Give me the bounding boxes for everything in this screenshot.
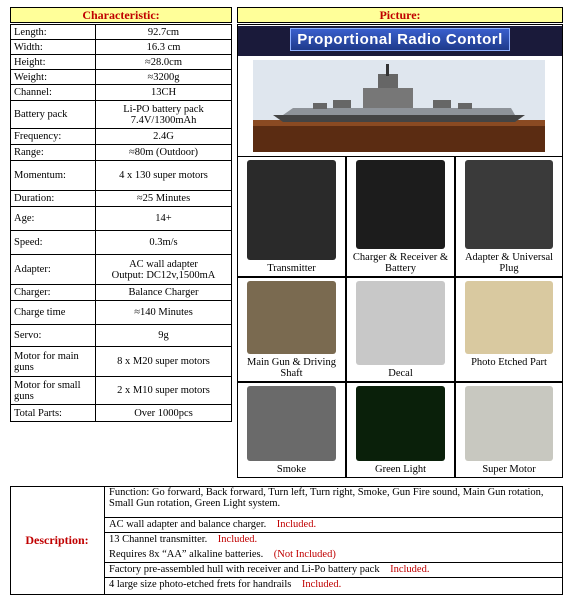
picture-caption: Photo Etched Part: [471, 357, 547, 368]
picture-caption: Super Motor: [482, 464, 536, 475]
spec-value: AC wall adapter Output: DC12v,1500mA: [96, 255, 232, 285]
charger-receiver-battery-image: [356, 160, 445, 249]
spec-key: Motor for main guns: [11, 347, 96, 377]
spec-key: Age:: [11, 207, 96, 231]
spec-key: Adapter:: [11, 255, 96, 285]
spec-row: [11, 55, 232, 70]
description-text: AC wall adapter and balance charger.: [109, 519, 267, 530]
spec-value: 8 x M20 super motors: [96, 347, 232, 377]
spec-row: [11, 101, 232, 129]
decal-image: [356, 281, 445, 365]
spec-key: Speed:: [11, 231, 96, 255]
spec-key: Frequency:: [11, 129, 96, 145]
description-row: [105, 518, 563, 533]
spec-row: [11, 85, 232, 101]
spec-key: Motor for small guns: [11, 377, 96, 405]
spec-row: [11, 207, 232, 231]
spec-row: [11, 347, 232, 377]
description-label-cell: [10, 486, 105, 595]
included-status: Included.: [207, 534, 258, 545]
description-row: [105, 548, 563, 563]
description-row: [105, 563, 563, 578]
picture-caption: Transmitter: [267, 263, 316, 274]
spec-value: ≈25 Minutes: [96, 191, 232, 207]
spec-value: 9g: [96, 325, 232, 347]
spec-value: ≈140 Minutes: [96, 301, 232, 325]
spec-value: Over 1000pcs: [96, 405, 232, 422]
picture-caption: Smoke: [276, 464, 307, 475]
battleship-image: [253, 60, 545, 152]
description-text: Factory pre-assembled hull with receiver and Li-Po battery pack: [109, 564, 380, 575]
picture-header: Picture:: [237, 7, 563, 23]
spec-key: Channel:: [11, 85, 96, 101]
spec-value: Li-PO battery pack 7.4V/1300mAh: [96, 101, 232, 129]
spec-row: [11, 40, 232, 55]
spec-row: [11, 377, 232, 405]
spec-value: Balance Charger: [96, 285, 232, 301]
spec-key: Length:: [11, 25, 96, 40]
banner: [238, 26, 562, 56]
spec-value: 4 x 130 super motors: [96, 161, 232, 191]
spec-key: Momentum:: [11, 161, 96, 191]
spec-value: 14+: [96, 207, 232, 231]
spec-row: [11, 145, 232, 161]
description-row: [105, 578, 563, 595]
spec-value: ≈3200g: [96, 70, 232, 85]
characteristic-header: Characteristic:: [10, 7, 232, 23]
spec-table: [10, 24, 232, 422]
spec-value: 92.7cm: [96, 25, 232, 40]
spec-value: 2 x M10 super motors: [96, 377, 232, 405]
spec-row: [11, 405, 232, 422]
spec-key: Charge time: [11, 301, 96, 325]
spec-value: 0.3m/s: [96, 231, 232, 255]
adapter-universal-plug-image: [465, 160, 553, 249]
spec-row: [11, 25, 232, 40]
picture-caption: Green Light: [374, 464, 427, 475]
description-text: 13 Channel transmitter.: [109, 534, 208, 545]
description-text: Requires 8x “AA” alkaline batteries.: [109, 549, 264, 560]
spec-row: [11, 129, 232, 145]
spec-key: Duration:: [11, 191, 96, 207]
description-rows: [105, 486, 563, 595]
description-text: Function: Go forward, Back forward, Turn left, Turn right, Smoke, Gun Fire sound, Main Gun rotation, Small Gun rotation, Green Light system.: [109, 487, 544, 509]
spec-value: ≈28.0cm: [96, 55, 232, 70]
included-status: Included.: [266, 519, 317, 530]
spec-value: ≈80m (Outdoor): [96, 145, 232, 161]
spec-row: [11, 231, 232, 255]
spec-key: Charger:: [11, 285, 96, 301]
spec-row: [11, 301, 232, 325]
banner-title: Proportional Radio Contorl: [290, 28, 510, 51]
spec-row: [11, 285, 232, 301]
description-row: [105, 486, 563, 518]
spec-row: [11, 70, 232, 85]
included-status: Included.: [379, 564, 430, 575]
included-status: (Not Included): [263, 549, 336, 560]
spec-key: Weight:: [11, 70, 96, 85]
description-row: [105, 533, 563, 548]
spec-key: Total Parts:: [11, 405, 96, 422]
spec-row: [11, 161, 232, 191]
spec-value: 13CH: [96, 85, 232, 101]
spec-row: [11, 255, 232, 285]
spec-key: Height:: [11, 55, 96, 70]
spec-row: [11, 325, 232, 347]
spec-key: Range:: [11, 145, 96, 161]
spec-value: 16.3 cm: [96, 40, 232, 55]
green-light-image: [356, 386, 445, 461]
super-motor-image: [465, 386, 553, 461]
picture-caption: Adapter & Universal Plug: [464, 252, 554, 274]
spec-key: Battery pack: [11, 101, 96, 129]
smoke-image: [247, 386, 336, 461]
picture-caption: Decal: [388, 368, 413, 379]
picture-caption: Main Gun & Driving Shaft: [247, 357, 336, 379]
spec-key: Width:: [11, 40, 96, 55]
description-label: Description:: [25, 533, 89, 547]
transmitter-image: [247, 160, 336, 260]
main-gun-driving-shaft-image: [247, 281, 336, 354]
spec-key: Servo:: [11, 325, 96, 347]
picture-caption: Charger & Receiver & Battery: [352, 252, 449, 274]
spec-row: [11, 191, 232, 207]
description-text: 4 large size photo-etched frets for handrails: [109, 579, 292, 590]
photo-etched-part-image: [465, 281, 553, 354]
included-status: Included.: [291, 579, 342, 590]
spec-value: 2.4G: [96, 129, 232, 145]
